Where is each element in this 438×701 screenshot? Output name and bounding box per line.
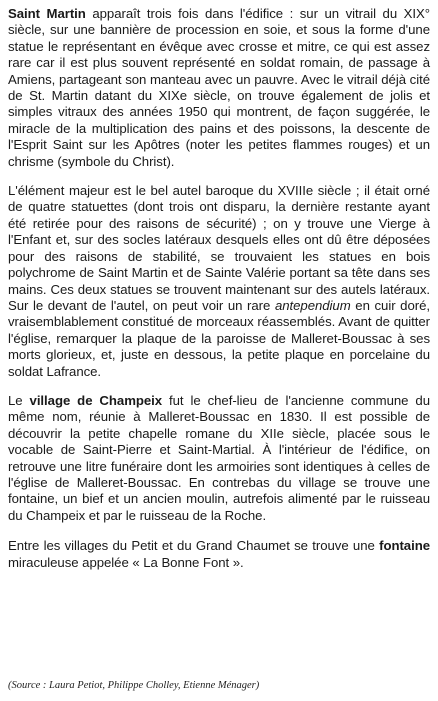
- heading-saint-martin: Saint Martin: [8, 6, 86, 21]
- paragraph-text: apparaît trois fois dans l'édifice : sur un vitrail du XIX° siècle, sur une bannière de procession en soie, et sous la forme d'une statue le représentant en évêque avec crosse et mitre, ce qui est assez rare car il est plus souvent représenté en soldat romain, de passage à Amiens, partageant son manteau avec un pauvre. Avec le vitrail déjà cité de St. Martin datant du XIXe siècle, on trouve également de jolis et simples vitraux des années 1950 qui montrent, de façon suggérée, le miracle de la multiplication des pains et des poissons, la descente de l'Esprit Saint sur les Apôtres (noter les petites flammes rouges) et un chrisme (symbole du Christ).: [8, 6, 430, 169]
- paragraph-champeix: [8, 393, 430, 524]
- paragraph-saint-martin: [8, 6, 430, 170]
- source-credit: (Source : Laura Petiot, Philippe Cholley, Etienne Ménager): [8, 680, 260, 691]
- paragraph-text: L'élément majeur est le bel autel baroque du XVIIIe siècle ; il était orné de quatre statuettes (dont trois ont disparu, la dernière restante ayant été retirée pour des raisons de sécurité) ; on y trouve une Vierge à l'Enfant et, sur des socles latéraux desquels elles ont dû être déposées pour des raisons de stabilité, se trouvaient les statues en bois polychrome de Saint Martin et de Sainte Valérie portant sa tête dans ses mains. Ces deux statues se trouvent maintenant sur des autels latéraux. Sur le devant de l'autel, on peut voir un rare: [8, 183, 430, 313]
- italic-term: antependium: [274, 297, 351, 313]
- paragraph-text: Le: [8, 392, 30, 408]
- paragraph-text: en cuir doré, vraisemblablement constitué de morceaux réassemblés. Avant de quitter l'église, remarquer la plaque de la paroisse de Malleret-Boussac à ses morts glorieux, et, juste en dessous, la petite plaque en porcelaine du soldat Lafrance.: [8, 297, 430, 379]
- heading-village-champeix: village de Champeix: [29, 392, 163, 408]
- paragraph-text: fut le chef-lieu de l'ancienne commune du même nom, réunie à Malleret-Boussac en 1830. Il est possible de découvrir la petite chapelle romane du XIIe siècle, placée sous le vocable de Saint-Pierre et Saint-Martial. À l'intérieur de l'édifice, on retrouve une litre funéraire dont les armoiries sont identiques à celles de l'église de Malleret-Boussac. En contrebas du village se trouve une fontaine, un bief et un ancien moulin, autrefois alimenté par le ruisseau du Champeix et par le ruisseau de la Roche.: [8, 392, 430, 523]
- paragraph-autel-baroque: [8, 183, 430, 380]
- heading-fontaine: fontaine: [379, 538, 430, 554]
- paragraph-text: miraculeuse appelée « La Bonne Font ».: [8, 554, 244, 570]
- paragraph-text: Entre les villages du Petit et du Grand Chaumet se trouve une: [8, 538, 380, 554]
- paragraph-fontaine: [8, 538, 430, 571]
